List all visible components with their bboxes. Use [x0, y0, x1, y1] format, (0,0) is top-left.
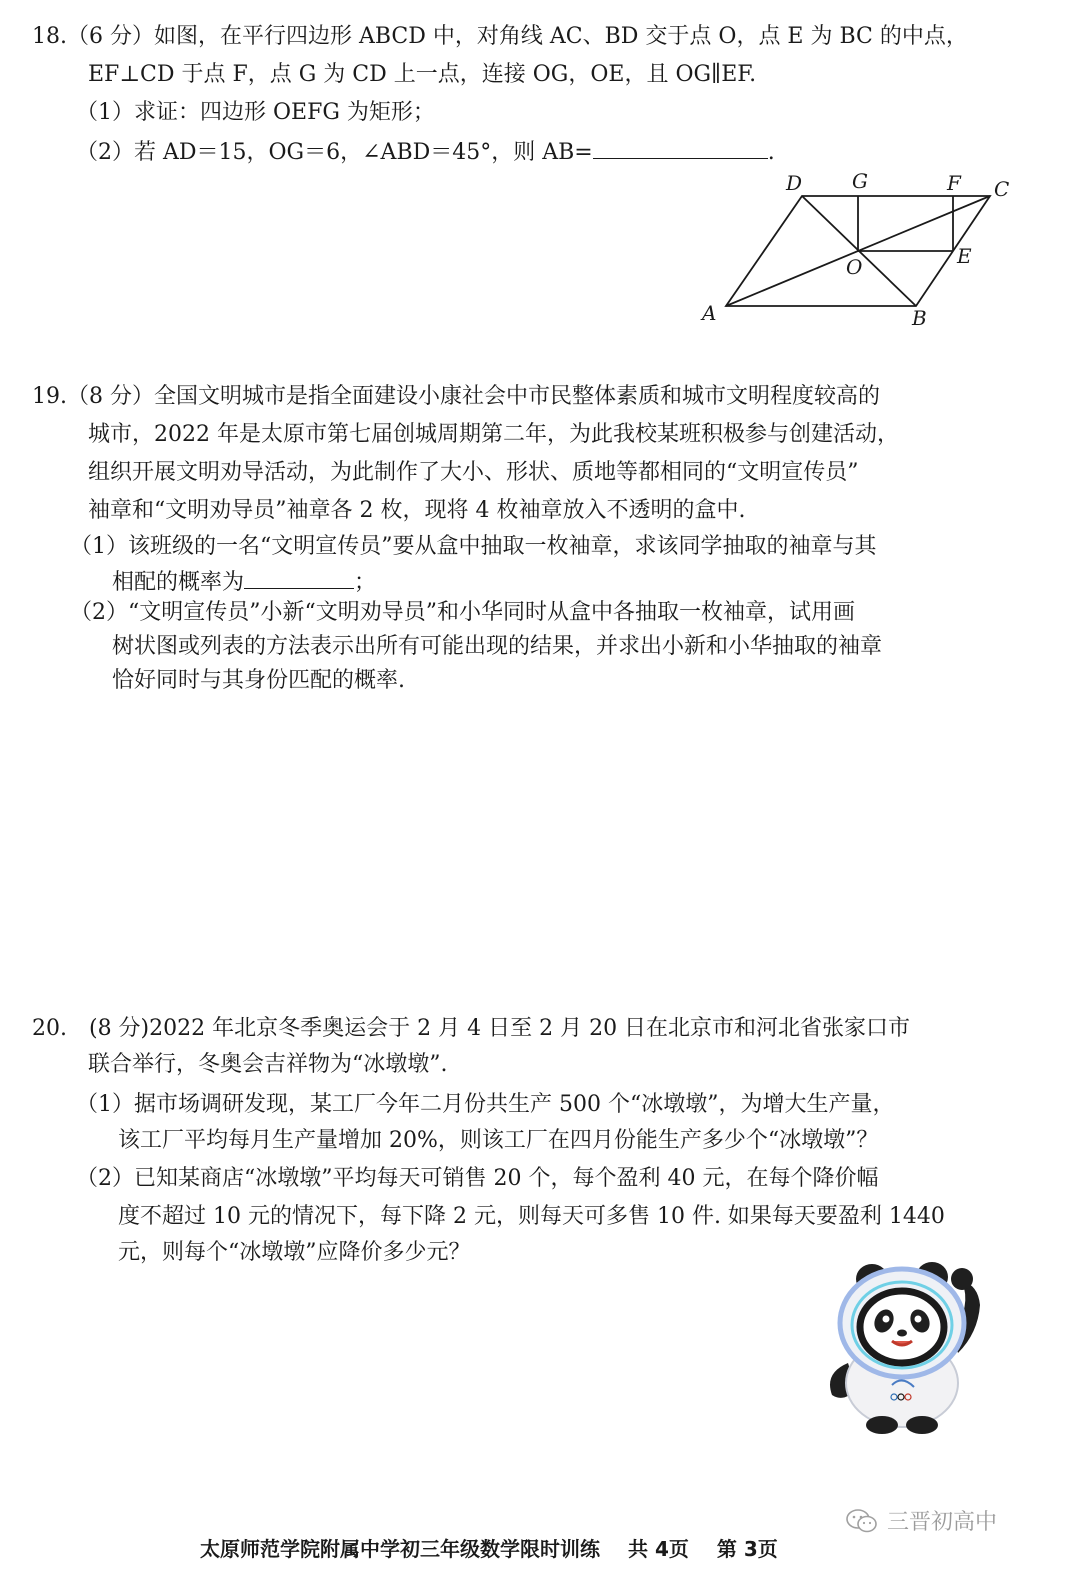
- q20-stem-line-1: 20. (8 分)2022 年北京冬季奥运会于 2 月 4 日至 2 月 20 日在北京市和河北省张家口市: [32, 1016, 911, 1041]
- bing-dwen-dwen-mascot: [810, 1255, 990, 1435]
- q18-part-1: （1）求证：四边形 OEFG 为矩形；: [76, 100, 435, 125]
- q19-part-1-line-1: （1）该班级的一名“文明宣传员”要从盒中抽取一枚袖章，求该同学抽取的袖章与其: [70, 534, 877, 559]
- q19-stem-line-4: 袖章和“文明劝导员”袖章各 2 枚，现将 4 枚袖章放入不透明的盒中.: [88, 498, 746, 523]
- label-e: E: [957, 244, 972, 268]
- q19-part-1-line-2: [112, 566, 376, 598]
- q18-part-2-end: .: [767, 140, 775, 165]
- label-a: A: [702, 301, 717, 325]
- q19-stem-line-3: 组织开展文明劝导活动，为此制作了大小、形状、质地等都相同的“文明宣传员”: [88, 460, 859, 485]
- q18-part-2: [76, 136, 775, 168]
- watermark-text: 三晋初高中: [887, 1510, 998, 1535]
- q18-answer-blank[interactable]: [593, 136, 768, 159]
- q20-part-1-line-2: 该工厂平均每月生产量增加 20%，则该工厂在四月份能生产多少个“冰墩墩”？: [118, 1128, 879, 1153]
- label-b: B: [912, 306, 927, 330]
- q20-part-2-line-2: 度不超过 10 元的情况下，每下降 2 元，则每天可多售 10 件. 如果每天要盈利 1440: [118, 1204, 945, 1229]
- footer-page-number: 第 3页: [716, 1537, 778, 1561]
- q18-stem-line-2: EF⊥CD 于点 F，点 G 为 CD 上一点，连接 OG，OE，且 OG∥EF.: [88, 62, 757, 87]
- q19-part-1-text: 相配的概率为: [112, 570, 245, 595]
- q19-part-2-line-2: 树状图或列表的方法表示出所有可能出现的结果，并求出小新和小华抽取的袖章: [112, 634, 883, 659]
- q19-part-2-line-1: （2）“文明宣传员”小新“文明劝导员”和小华同时从盒中各抽取一枚袖章，试用画: [70, 600, 855, 625]
- label-c: C: [994, 177, 1010, 201]
- q19-stem-line-1: 19.（8 分）全国文明城市是指全面建设小康社会中市民整体素质和城市文明程度较高的: [32, 384, 880, 409]
- q19-answer-blank[interactable]: [244, 566, 354, 589]
- q20-part-2-line-3: 元，则每个“冰墩墩”应降价多少元？: [118, 1240, 471, 1265]
- q19-stem-line-2: 城市，2022 年是太原市第七届创城周期第二年，为此我校某班积极参与创建活动，: [88, 422, 899, 447]
- label-f: F: [947, 171, 961, 195]
- wechat-icon: [845, 1508, 879, 1534]
- q19-part-1-end: ；: [354, 570, 377, 595]
- q20-part-1-line-1: （1）据市场调研发现，某工厂今年二月份共生产 500 个“冰墩墩”，为增大生产量，: [76, 1092, 895, 1117]
- q18-part-2-text: （2）若 AD＝15，OG＝6，∠ABD＝45°，则 AB=: [76, 140, 593, 165]
- parallelogram-figure: [690, 165, 1020, 335]
- label-o: O: [846, 255, 863, 279]
- q19-part-2-line-3: 恰好同时与其身份匹配的概率.: [112, 668, 405, 693]
- parallelogram-diagram: [690, 165, 1020, 335]
- page-footer: [200, 1533, 806, 1562]
- footer-title: 太原师范学院附属中学初三年级数学限时训练: [200, 1537, 600, 1561]
- watermark: [845, 1505, 997, 1536]
- q20-stem-line-2: 联合举行，冬奥会吉祥物为“冰墩墩”.: [88, 1052, 448, 1077]
- label-d: D: [786, 171, 803, 195]
- label-g: G: [852, 169, 868, 193]
- q20-part-2-line-1: （2）已知某商店“冰墩墩”平均每天可销售 20 个，每个盈利 40 元，在每个降价幅: [76, 1166, 879, 1191]
- footer-total-pages: 共 4页: [628, 1537, 689, 1561]
- q18-stem-line-1: 18.（6 分）如图，在平行四边形 ABCD 中，对角线 AC、BD 交于点 O，点 E 为 BC 的中点，: [32, 24, 968, 49]
